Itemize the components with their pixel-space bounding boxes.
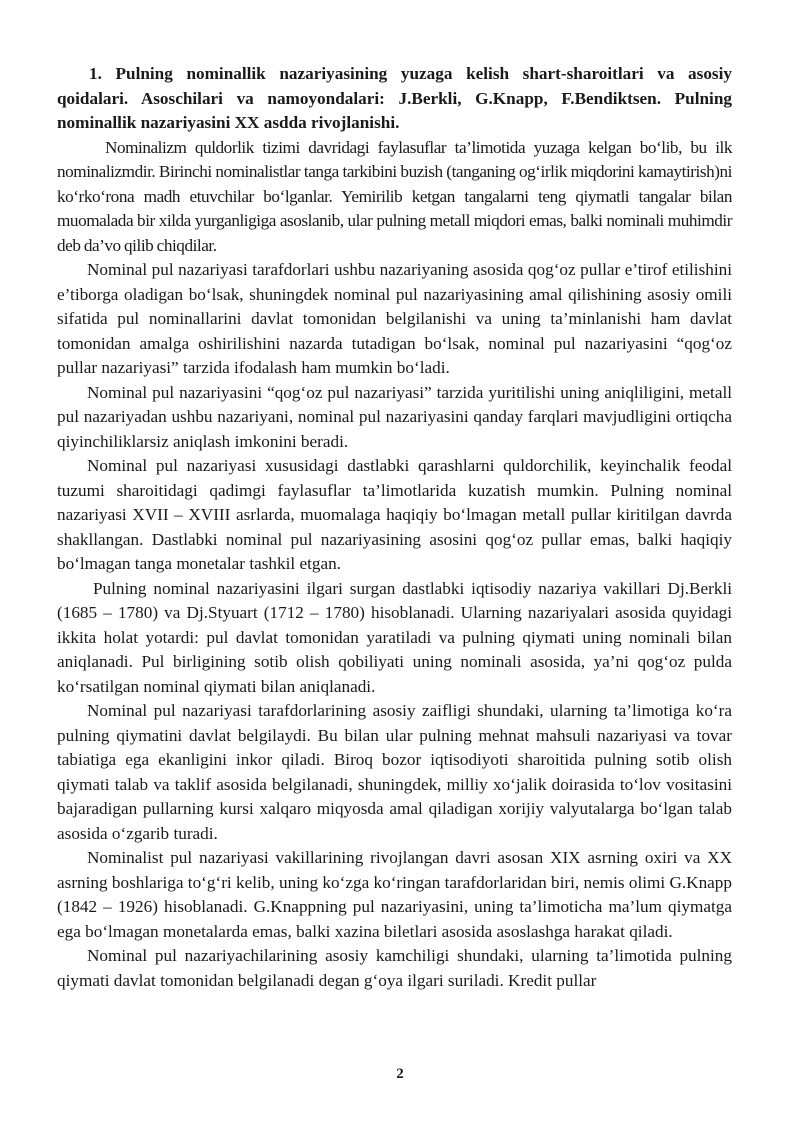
paragraph-7: Nominalist pul nazariyasi vakillarining rivojlangan davri asosan XIX asrning oxiri va XX asrning boshlariga to‘g‘ri kelib, uning ko‘zga ko‘ringan tarafdorlaridan biri, nemis olimi G.Knapp (1842 – 1926) hisoblanadi. G.Knappning pul nazariyasini, uning ta’limoticha ma’lum qiymatga ega bo‘lmagan monetalarda emas, balki xazina biletlari asosida asoslashga harakat qiladi.: [57, 848, 732, 941]
paragraph-5: Pulning nominal nazariyasini ilgari surgan dastlabki iqtisodiy nazariya vakillari Dj.Berkli (1685 – 1780) va Dj.Styuart (1712 – 1780) hisoblanadi. Ularning nazariyalari asosida quyidagi ikkita holat yotardi: pul davlat tomonidan yaratiladi va pulning qiymati uning nominali bilan aniqlanadi. Pul birligining sotib olish qobiliyati uning nominali asosida, ya’ni qog‘oz pulda ko‘rsatilgan nominal qiymati bilan aniqlanadi.: [57, 578, 732, 696]
section-heading: 1. Pulning nominallik nazariyasining yuzaga kelish shart-sharoitlari va asosiy qoidalari. Asoschilari va namoyondalari: J.Berkli, G.Knapp, F.Bendiktsen. Pulning nominallik nazariyasini XX asdda rivojlanishi.: [57, 64, 732, 132]
paragraph-8: Nominal pul nazariyachilarining asosiy kamchiligi shundaki, ularning ta’limotida pulning qiymati davlat tomonidan belgilanadi degan g‘oya ilgari suriladi. Kredit pullar: [57, 946, 732, 990]
paragraph-6: Nominal pul nazariyasi tarafdorlarining asosiy zaifligi shundaki, ularning ta’limotiga ko‘ra pulning qiymatini davlat belgilaydi. Bu bilan ular pulning mehnat mahsuli nazariyasi va tovar tabiatiga ega ekanligini inkor qiladi. Biroq bozor iqtisodiyoti sharoitida pulning sotib olish qiymati talab va taklif asosida belgilanadi, shuningdek, milliy xo‘jalik doirasida to‘lov vositasini bajaradigan pullarning kursi xalqaro miqyosda amal qiladigan xorijiy valyutalarga bo‘lgan talab asosida o‘zgarib turadi.: [57, 701, 732, 843]
page-body: [57, 62, 732, 993]
page-number: 2: [396, 1066, 404, 1082]
paragraph-2: Nominal pul nazariyasi tarafdorlari ushbu nazariyaning asosida qog‘oz pullar e’tirof etilishini e’tiborga oladigan bo‘lsak, shuningdek nominal pul nazariyasining amal qilishining asosiy omili sifatida pul nominallarini davlat tomonidan belgilanishi va uning ta’minlanishi ham davlat tomonidan amalga oshirilishini nazarda tutadigan bo‘lsak, nominal pul nazariyasini “qog‘oz pullar nazariyasi” tarzida ifodalash ham mumkin bo‘ladi.: [57, 260, 732, 377]
paragraph-3: Nominal pul nazariyasini “qog‘oz pul nazariyasi” tarzida yuritilishi uning aniqliligini, metall pul nazariyadan ushbu nazariyani, nominal pul nazariyasini qanday farqlari mavjudligini ortiqcha qiyinchiliklarsiz aniqlash imkonini beradi.: [57, 382, 732, 451]
paragraph-4: Nominal pul nazariyasi xususidagi dastlabki qarashlarni quldorchilik, keyinchalik feodal tuzumi sharoitidagi qadimgi faylasuflar ta’limotlarida kuzatish mumkin. Pulning nominal nazariyasi XVII – XVIII asrlarda, muomalaga haqiqiy bo‘lmagan metall pullar kiritilgan davrda shakllangan. Dastlabki nominal pul nazariyasining asosini qog‘oz pullar emas, balki haqiqiy bo‘lmagan tanga monetalar tashkil etgan.: [57, 456, 732, 573]
paragraph-1: Nominalizm quldorlik tizimi davridagi faylasuflar ta’limotida yuzaga kelgan bo‘lib, bu ilk nominalizmdir. Birinchi nominalistlar tanga tarkibini buzish (tanganing og‘irlik miqdorini kamaytirish)ni ko‘rko‘rona madh etuvchilar bo‘lganlar. Yemirilib ketgan tangalarni teng qiymatli tangalar bilan muomalada bir xilda yurganligiga asoslanib, ular pulning metall miqdori emas, balki nominali muhimdir deb da’vo qilib chiqdilar.: [57, 137, 732, 255]
